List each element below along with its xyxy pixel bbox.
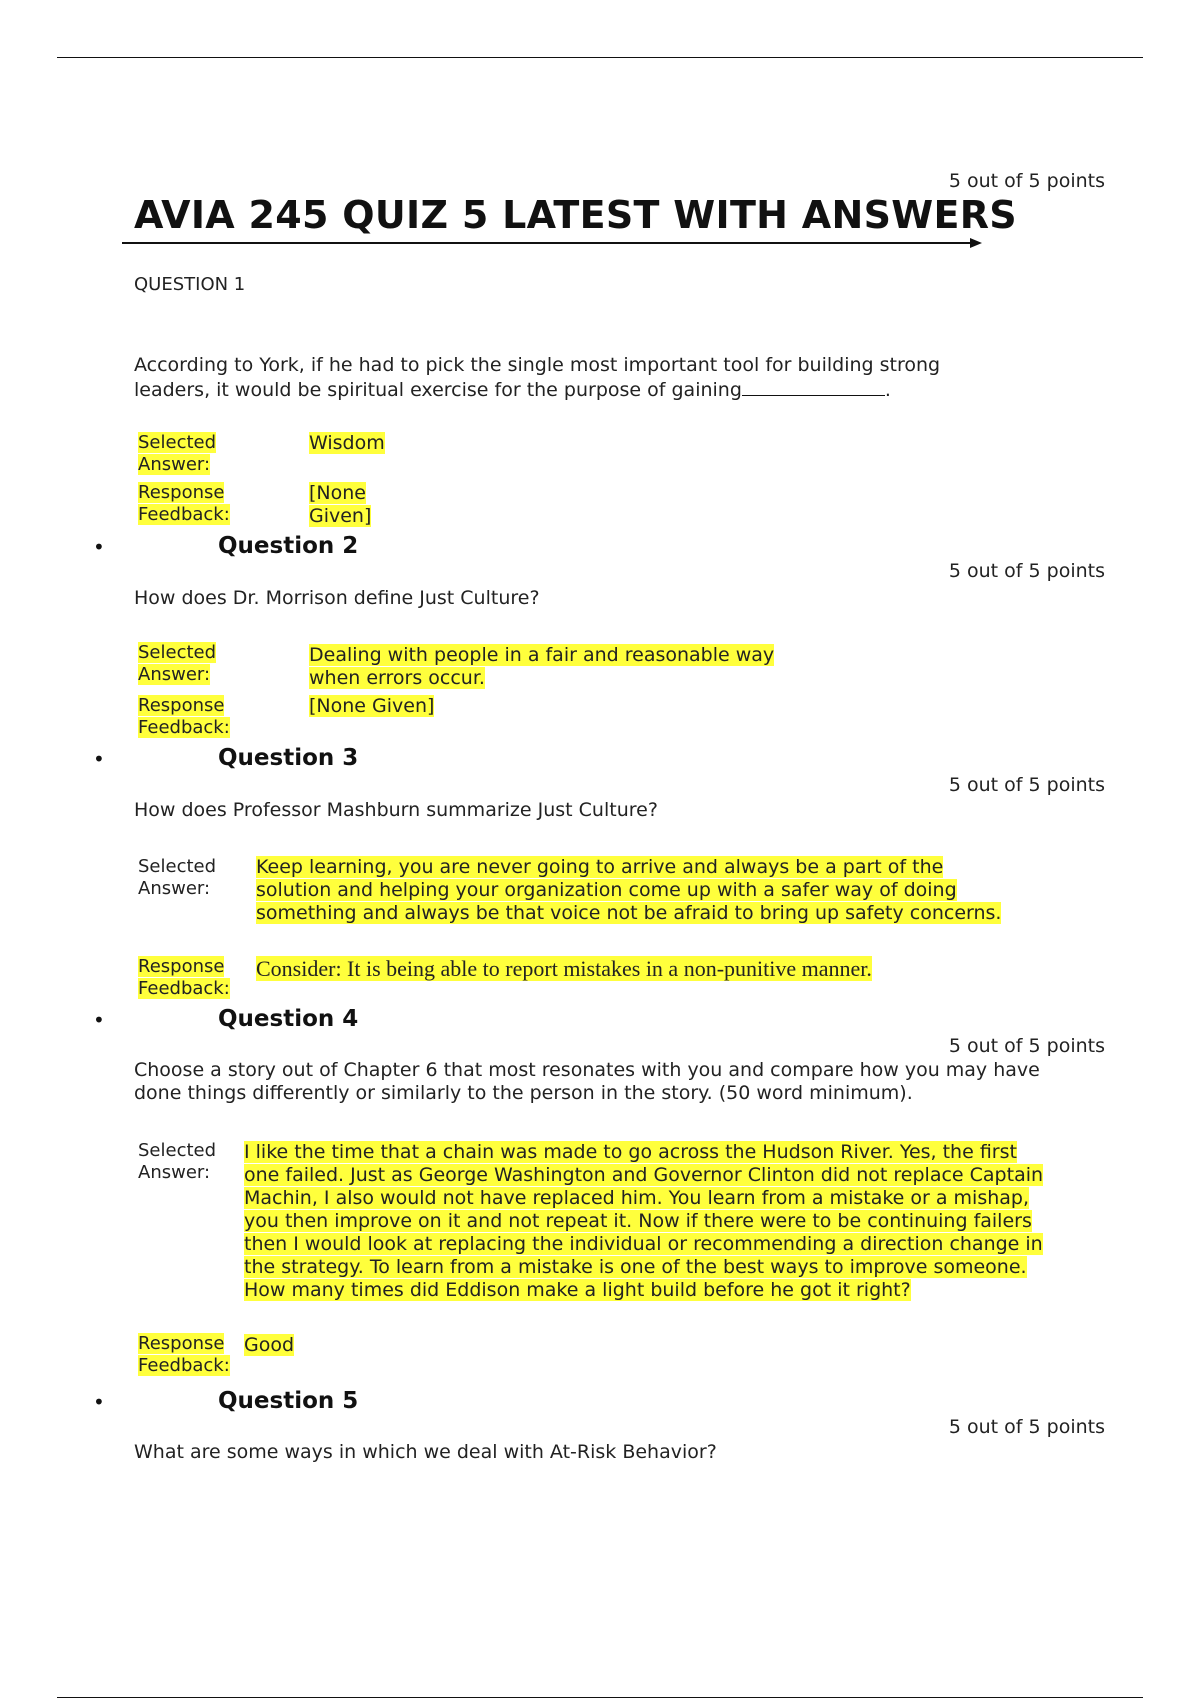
q3-bullet: • bbox=[93, 747, 105, 771]
q3-selected-answer: Keep learning, you are never going to arrive and always be a part of the solution and helping your organization come up with a safer way of doing something and always be that voice not be afraid to bring up safety concerns. bbox=[256, 856, 1002, 924]
q1-points: 5 out of 5 points bbox=[948, 170, 1105, 192]
q1-response-feedback: [None Given] bbox=[309, 482, 372, 527]
q1-text-end: . bbox=[884, 379, 891, 401]
q4-bullet: • bbox=[93, 1008, 105, 1032]
q3-response-feedback-label: Response Feedback: bbox=[138, 956, 230, 999]
q4-points: 5 out of 5 points bbox=[948, 1035, 1105, 1057]
q5-bullet: • bbox=[93, 1390, 105, 1414]
q2-bullet: • bbox=[93, 535, 105, 559]
q3-points: 5 out of 5 points bbox=[948, 774, 1105, 796]
q2-selected-answer: Dealing with people in a fair and reasonable way when errors occur. bbox=[309, 644, 775, 689]
q5-heading: Question 5 bbox=[218, 1388, 359, 1414]
q3-heading: Question 3 bbox=[218, 745, 359, 771]
q2-response-feedback-label: Response Feedback: bbox=[138, 695, 230, 738]
q2-response-feedback: [None Given] bbox=[309, 695, 435, 717]
q1-text bbox=[134, 354, 1004, 402]
q3-text: How does Professor Mashburn summarize Just Culture? bbox=[134, 799, 658, 821]
q1-heading: QUESTION 1 bbox=[134, 274, 246, 295]
title-underline-arrow-icon bbox=[122, 237, 982, 249]
q3-response-feedback: Consider: It is being able to report mistakes in a non-punitive manner. bbox=[256, 956, 872, 981]
q1-response-feedback-label: Response Feedback: bbox=[138, 482, 230, 525]
q5-points: 5 out of 5 points bbox=[948, 1416, 1105, 1438]
q4-text: Choose a story out of Chapter 6 that most resonates with you and compare how you may have done things differently or similarly to the person in the story. (50 word minimum). bbox=[134, 1059, 1040, 1104]
q3-selected-answer-label: Selected Answer: bbox=[138, 856, 217, 899]
q1-selected-answer: Wisdom bbox=[309, 432, 385, 454]
q4-response-feedback-label: Response Feedback: bbox=[138, 1333, 230, 1376]
q2-text: How does Dr. Morrison define Just Culture? bbox=[134, 587, 540, 609]
page-top-rule bbox=[57, 57, 1143, 58]
q2-selected-answer-label: Selected Answer: bbox=[138, 642, 217, 685]
q1-selected-answer-label: Selected Answer: bbox=[138, 432, 217, 475]
q4-response-feedback: Good bbox=[244, 1334, 295, 1356]
q4-selected-answer-label: Selected Answer: bbox=[138, 1140, 217, 1183]
document-title: AVIA 245 QUIZ 5 LATEST WITH ANSWERS bbox=[134, 193, 1017, 237]
answer-blank bbox=[742, 377, 885, 396]
q2-points: 5 out of 5 points bbox=[948, 560, 1105, 582]
q1-text-body: According to York, if he had to pick the single most important tool for building strong leaders, it would be spiritual exercise for the purpose of gaining bbox=[134, 354, 941, 401]
page-bottom-rule bbox=[57, 1697, 1143, 1698]
q4-heading: Question 4 bbox=[218, 1006, 359, 1032]
q4-selected-answer: I like the time that a chain was made to go across the Hudson River. Yes, the first one failed. Just as George Washington and Governor Clinton did not replace Captain Machin, I also would not have replaced him. You learn from a mistake or a mishap, you then improve on it and not repeat it. Now if there were to be continuing failers then I would look at replacing the individual or recommending a direction change in the strategy. To learn from a mistake is one of the best ways to improve someone. How many times did Eddison make a light build before he got it right? bbox=[244, 1141, 1044, 1301]
q2-heading: Question 2 bbox=[218, 533, 359, 559]
q5-text: What are some ways in which we deal with At-Risk Behavior? bbox=[134, 1441, 717, 1463]
